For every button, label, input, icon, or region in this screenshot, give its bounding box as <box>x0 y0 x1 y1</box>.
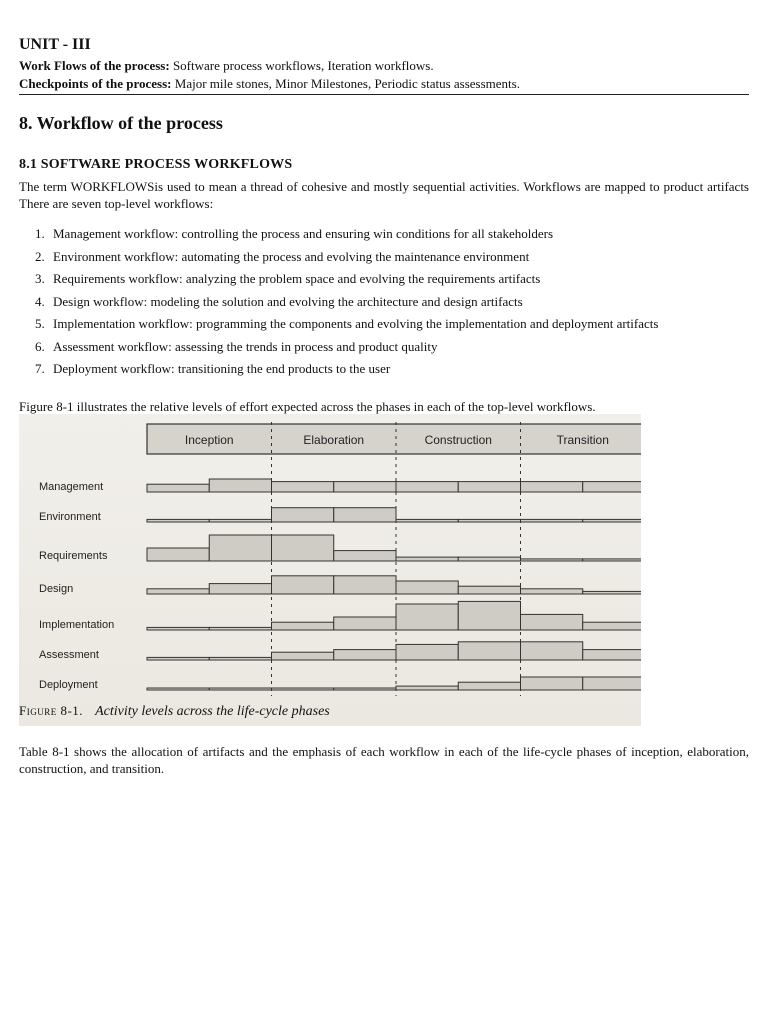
checkpoints-summary-line <box>19 76 520 92</box>
workflow-list-item <box>19 225 749 242</box>
activity-bar <box>458 642 520 660</box>
checkpoints-text: Major mile stones, Minor Milestones, Periodic status assessments. <box>171 76 520 91</box>
figure-caption-title: Activity levels across the life-cycle phases <box>95 704 330 719</box>
phase-label: Transition <box>556 433 609 447</box>
activity-bar <box>272 688 334 690</box>
activity-bar <box>334 482 396 492</box>
activity-bar <box>272 482 334 492</box>
activity-bar <box>521 642 583 660</box>
phase-label: Construction <box>424 433 492 447</box>
activity-bar <box>521 482 583 492</box>
activity-bar <box>458 519 520 522</box>
activity-bar <box>334 576 396 594</box>
activity-bar <box>521 559 583 561</box>
activity-bar <box>458 682 520 690</box>
activity-bar <box>147 688 209 690</box>
activity-bar <box>521 614 583 630</box>
activity-bar <box>209 519 271 522</box>
workflow-number: 1. <box>35 226 45 241</box>
workflow-row-label: Environment <box>39 511 101 523</box>
activity-bar <box>396 482 458 492</box>
activity-bar <box>396 519 458 522</box>
unit-title: UNIT - III <box>19 36 91 53</box>
activity-bar <box>147 627 209 630</box>
workflow-text: Design workflow: modeling the solution and evolving the architecture and design artifacts <box>53 293 523 309</box>
workflow-row-label: Deployment <box>39 679 98 691</box>
activity-bar <box>458 586 520 594</box>
workflow-list-item <box>19 248 749 265</box>
workflow-text: Environment workflow: automating the process and evolving the maintenance environment <box>53 248 530 264</box>
activity-bar <box>396 604 458 630</box>
figure-intro-paragraph: Figure 8-1 illustrates the relative levels of effort expected across the phases in each of the top-level workflows. <box>19 399 596 414</box>
workflow-text: Implementation workflow: programming the components and evolving the implementation and deployment artifacts <box>53 316 659 331</box>
activity-bar <box>209 627 271 630</box>
activity-bar <box>583 622 641 630</box>
activity-bar <box>396 686 458 690</box>
activity-bar <box>334 650 396 660</box>
activity-bar <box>521 519 583 522</box>
activity-bar <box>521 589 583 594</box>
workflows-label: Work Flows of the process: <box>19 58 170 73</box>
workflow-text: Deployment workflow: transitioning the end products to the user <box>53 361 391 376</box>
activity-bar <box>147 484 209 492</box>
activity-bar <box>458 482 520 492</box>
table-paragraph: Table 8-1 shows the allocation of artifacts and the emphasis of each workflow in each of the life-cycle phases of inception, elaboration, construction, and transition. <box>19 744 749 776</box>
workflow-number: 6. <box>35 338 45 354</box>
activity-bar <box>583 519 641 522</box>
activity-bar <box>272 535 334 561</box>
header-divider <box>19 94 749 95</box>
workflow-list-item <box>19 270 749 287</box>
workflow-number: 4. <box>35 293 45 309</box>
workflow-list-item <box>19 293 749 310</box>
activity-bar <box>147 657 209 660</box>
workflow-text: Management workflow: controlling the process and ensuring win conditions for all stakeholders <box>53 226 554 241</box>
activity-bar <box>583 677 641 690</box>
activity-bar <box>583 482 641 492</box>
workflow-row-label: Requirements <box>39 550 108 562</box>
activity-bar <box>458 557 520 561</box>
activity-bar <box>334 508 396 522</box>
workflow-row-label: Implementation <box>39 619 115 631</box>
workflow-list-item <box>19 338 749 355</box>
activity-bar <box>147 548 209 561</box>
activity-bar <box>334 688 396 690</box>
workflows-summary-line <box>19 58 434 74</box>
activity-bar <box>396 557 458 561</box>
activity-bar <box>583 591 641 594</box>
checkpoints-label: Checkpoints of the process: <box>19 76 172 91</box>
workflow-number: 7. <box>35 361 45 376</box>
activity-bar <box>521 677 583 690</box>
section-heading: 8. Workflow of the process <box>19 113 223 133</box>
activity-bar <box>209 535 271 561</box>
workflow-text: Requirements workflow: analyzing the problem space and evolving the requirements artifacts <box>53 271 541 286</box>
activity-bar <box>209 584 271 594</box>
activity-bar <box>209 479 271 492</box>
workflow-number: 2. <box>35 248 45 264</box>
figure-caption-number: Figure 8-1. <box>19 703 84 718</box>
workflow-number: 5. <box>35 316 45 331</box>
activity-bar <box>147 589 209 594</box>
activity-bar <box>272 508 334 522</box>
phase-label: Inception <box>184 433 234 447</box>
workflow-row-label: Management <box>39 481 104 493</box>
activity-bar <box>583 650 641 660</box>
figure-8-1 <box>19 414 641 726</box>
workflows-text: Software process workflows, Iteration workflows. <box>169 58 434 73</box>
workflow-text: Assessment workflow: assessing the trends in process and product quality <box>53 338 438 354</box>
workflow-row-label: Design <box>39 583 74 595</box>
workflow-row-label: Assessment <box>39 649 99 661</box>
activity-bar <box>209 688 271 690</box>
intro-paragraph: The term WORKFLOWSis used to mean a thread of cohesive and mostly sequential activities. Workflows are mapped to product artifacts There are seven top-level workflows: <box>19 179 749 211</box>
activity-bar <box>583 559 641 561</box>
phase-label: Elaboration <box>303 433 365 447</box>
activity-bar <box>334 551 396 561</box>
activity-bar <box>147 519 209 522</box>
activity-bar <box>334 617 396 630</box>
activity-bar <box>272 652 334 660</box>
activity-levels-chart <box>19 414 641 702</box>
activity-bar <box>458 601 520 630</box>
activity-bar <box>209 657 271 660</box>
activity-bar <box>272 576 334 594</box>
activity-bar <box>272 622 334 630</box>
subsection-heading: 8.1 SOFTWARE PROCESS WORKFLOWS <box>19 157 293 172</box>
workflow-number: 3. <box>35 271 45 286</box>
workflow-list-item <box>19 360 749 377</box>
figure-caption <box>19 703 330 720</box>
activity-bar <box>396 581 458 594</box>
activity-bar <box>396 644 458 660</box>
workflow-list <box>19 225 749 383</box>
workflow-list-item <box>19 315 749 332</box>
